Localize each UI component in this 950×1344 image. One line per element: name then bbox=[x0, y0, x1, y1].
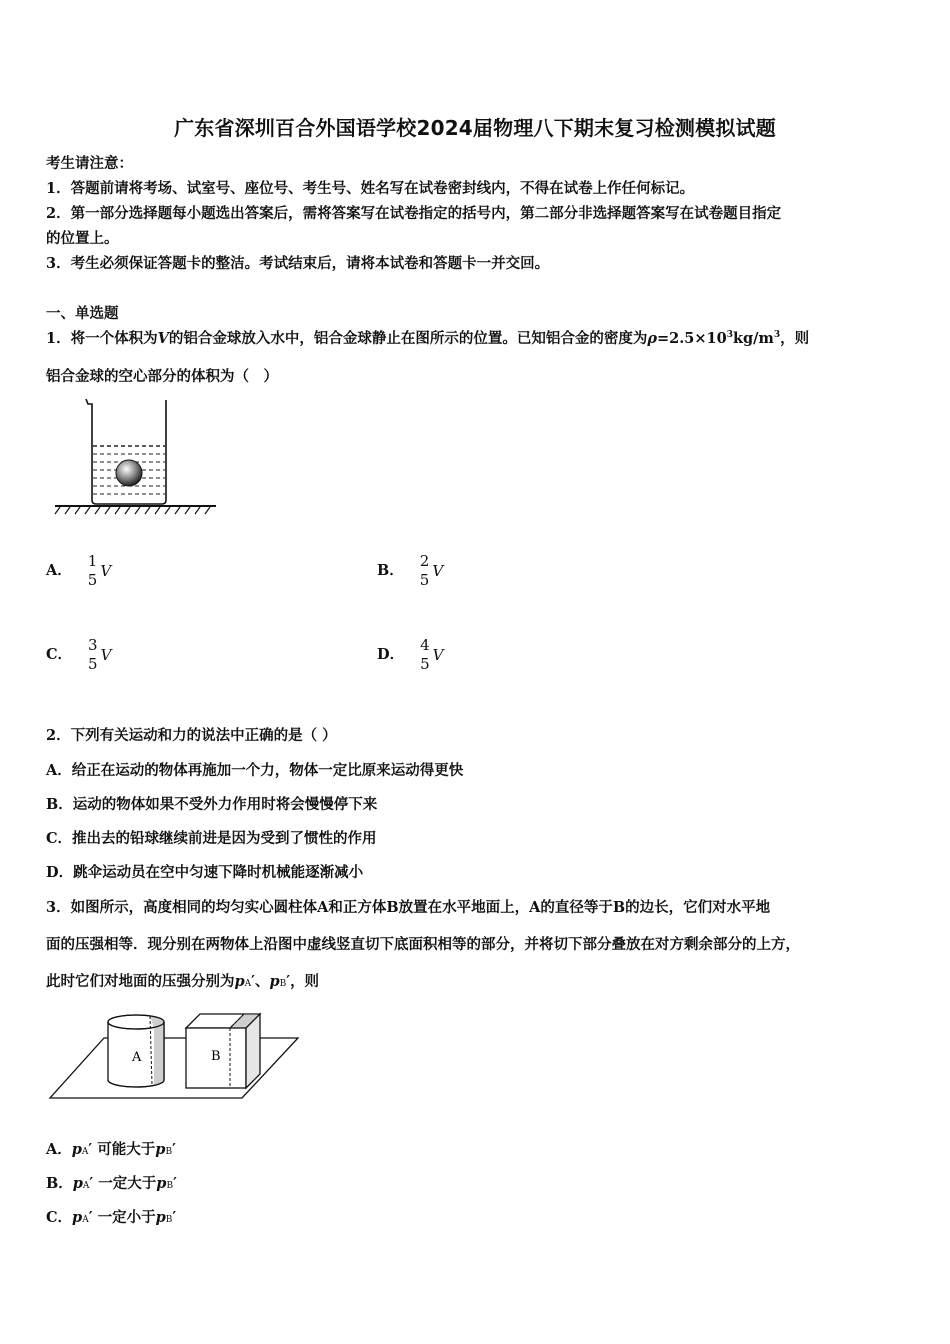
fraction bbox=[86, 554, 100, 588]
pb-symbol: p bbox=[155, 1141, 166, 1158]
q1-density-exp: 3 bbox=[726, 330, 733, 341]
prime: ′ bbox=[173, 1175, 177, 1192]
numerator: 3 bbox=[88, 636, 98, 654]
q1-text-b: 的铝合金球放入水中，铝合金球静止在图所示的位置。已知铝合金的密度为 bbox=[168, 330, 648, 347]
option-label: A． bbox=[46, 562, 72, 579]
alloy-ball bbox=[116, 460, 142, 486]
prime: ′ bbox=[88, 1209, 93, 1226]
beaker-outline bbox=[86, 399, 166, 504]
pa-symbol: p bbox=[72, 1209, 83, 1226]
q1-density: =2.5×10 bbox=[657, 330, 727, 347]
separator: 、 bbox=[254, 973, 270, 990]
pa-symbol: p bbox=[71, 1141, 82, 1158]
ground-plane bbox=[50, 1038, 298, 1098]
option-var: V bbox=[432, 646, 444, 664]
option-var: V bbox=[100, 562, 112, 580]
option-label: B． bbox=[46, 1175, 73, 1192]
numerator: 1 bbox=[87, 552, 98, 570]
q3-option-b[interactable] bbox=[46, 1172, 177, 1193]
option-label: B． bbox=[377, 562, 404, 579]
pa-sub: A bbox=[82, 1181, 90, 1191]
q3-option-c[interactable] bbox=[46, 1206, 176, 1227]
pb-sub: B bbox=[165, 1215, 173, 1225]
prime: ′ bbox=[88, 1141, 93, 1158]
beaker-figure bbox=[52, 394, 220, 518]
q3-stem-line1: 3．如图所示，高度相同的均匀实心圆柱体A和正方体B放置在水平地面上，A的直径等于B的边长，它们对水平地 bbox=[46, 899, 771, 916]
pa-symbol: p bbox=[234, 973, 245, 990]
option-label: C． bbox=[46, 646, 73, 663]
relation: 一定大于 bbox=[98, 1175, 157, 1192]
notice-item-2: 2．第一部分选择题每小题选出答案后，需将答案写在试卷指定的括号内，第二部分非选择题答案写在试卷题目指定 bbox=[46, 205, 782, 222]
denominator: 5 bbox=[87, 571, 98, 589]
fraction bbox=[418, 638, 432, 672]
pa-sub: A bbox=[244, 979, 252, 989]
option-label: A． bbox=[46, 1141, 72, 1158]
label-a: A bbox=[132, 1050, 142, 1065]
q1-density-unit: kg/m bbox=[733, 330, 774, 347]
numerator: 4 bbox=[420, 636, 430, 654]
q1-unit-exp: 3 bbox=[773, 330, 781, 341]
pb-symbol: p bbox=[155, 1209, 166, 1226]
q3-option-a[interactable] bbox=[46, 1138, 176, 1159]
pa-sub: A bbox=[81, 1147, 89, 1157]
q3-stem-line3 bbox=[46, 970, 319, 991]
q1-option-c[interactable] bbox=[46, 638, 111, 672]
q1-var-v: V bbox=[157, 330, 169, 347]
q3-text-a: 此时它们对地面的压强分别为 bbox=[46, 973, 235, 990]
q2-option-d[interactable]: D．跳伞运动员在空中匀速下降时机械能逐渐减小 bbox=[46, 864, 364, 881]
pb-sub: B bbox=[165, 1147, 173, 1157]
prime: ′ bbox=[251, 973, 255, 990]
prime: ′ bbox=[89, 1175, 94, 1192]
q3-stem-line2: 面的压强相等．现分别在两物体上沿图中虚线竖直切下底面积相等的部分，并将切下部分叠放在对方剩余部分的上方， bbox=[46, 936, 800, 953]
q1-stem-line1 bbox=[46, 327, 809, 348]
pa-symbol: p bbox=[72, 1175, 83, 1192]
prime: ′ bbox=[172, 1141, 176, 1158]
q1-option-b[interactable] bbox=[377, 554, 443, 588]
notice-item-2-cont: 的位置上。 bbox=[46, 230, 119, 247]
notice-heading: 考生请注意： bbox=[46, 155, 133, 172]
relation: 一定小于 bbox=[97, 1209, 156, 1226]
prime: ′ bbox=[286, 973, 291, 990]
q1-stem-line2: 铝合金球的空心部分的体积为（ ） bbox=[46, 368, 278, 385]
relation: 可能大于 bbox=[97, 1141, 156, 1158]
notice-item-3: 3．考生必须保证答题卡的整洁。考试结束后，请将本试卷和答题卡一并交回。 bbox=[46, 255, 550, 272]
q1-text-a: 1．将一个体积为 bbox=[46, 330, 158, 347]
section-heading: 一、单选题 bbox=[46, 305, 119, 322]
q1-option-a[interactable] bbox=[46, 554, 111, 588]
denominator: 5 bbox=[88, 655, 98, 673]
cylinder-cube-figure bbox=[48, 1010, 304, 1102]
ground-hatch bbox=[55, 507, 210, 514]
denominator: 5 bbox=[419, 571, 430, 589]
option-label: C． bbox=[46, 1209, 73, 1226]
pb-sub: B bbox=[279, 979, 287, 989]
fraction bbox=[86, 638, 100, 672]
q3-text-b: ，则 bbox=[290, 973, 320, 990]
prime: ′ bbox=[172, 1209, 177, 1226]
notice-item-1: 1．答题前请将考场、试室号、座位号、考生号、姓名写在试卷密封线内，不得在试卷上作任何标记。 bbox=[46, 180, 695, 197]
q1-rho: ρ bbox=[647, 330, 658, 347]
page-title: 广东省深圳百合外国语学校2024届物理八下期末复习检测模拟试题 bbox=[174, 116, 776, 140]
pa-sub: A bbox=[82, 1215, 89, 1225]
q1-text-c: ，则 bbox=[780, 330, 810, 347]
fraction bbox=[418, 554, 432, 588]
q2-option-a[interactable]: A．给正在运动的物体再施加一个力，物体一定比原来运动得更快 bbox=[46, 762, 464, 779]
q2-option-b[interactable]: B．运动的物体如果不受外力作用时将会慢慢停下来 bbox=[46, 796, 378, 813]
q1-option-d[interactable] bbox=[377, 638, 443, 672]
label-b: B bbox=[211, 1049, 221, 1064]
q2-stem: 2．下列有关运动和力的说法中正确的是（ ） bbox=[46, 727, 337, 744]
pb-symbol: p bbox=[156, 1175, 167, 1192]
option-var: V bbox=[432, 562, 444, 580]
numerator: 2 bbox=[419, 552, 430, 570]
pb-symbol: p bbox=[269, 973, 280, 990]
q2-option-c[interactable]: C．推出去的铅球继续前进是因为受到了惯性的作用 bbox=[46, 830, 377, 847]
option-var: V bbox=[100, 646, 112, 664]
option-label: D． bbox=[377, 646, 405, 663]
pb-sub: B bbox=[166, 1181, 174, 1191]
denominator: 5 bbox=[420, 655, 430, 673]
